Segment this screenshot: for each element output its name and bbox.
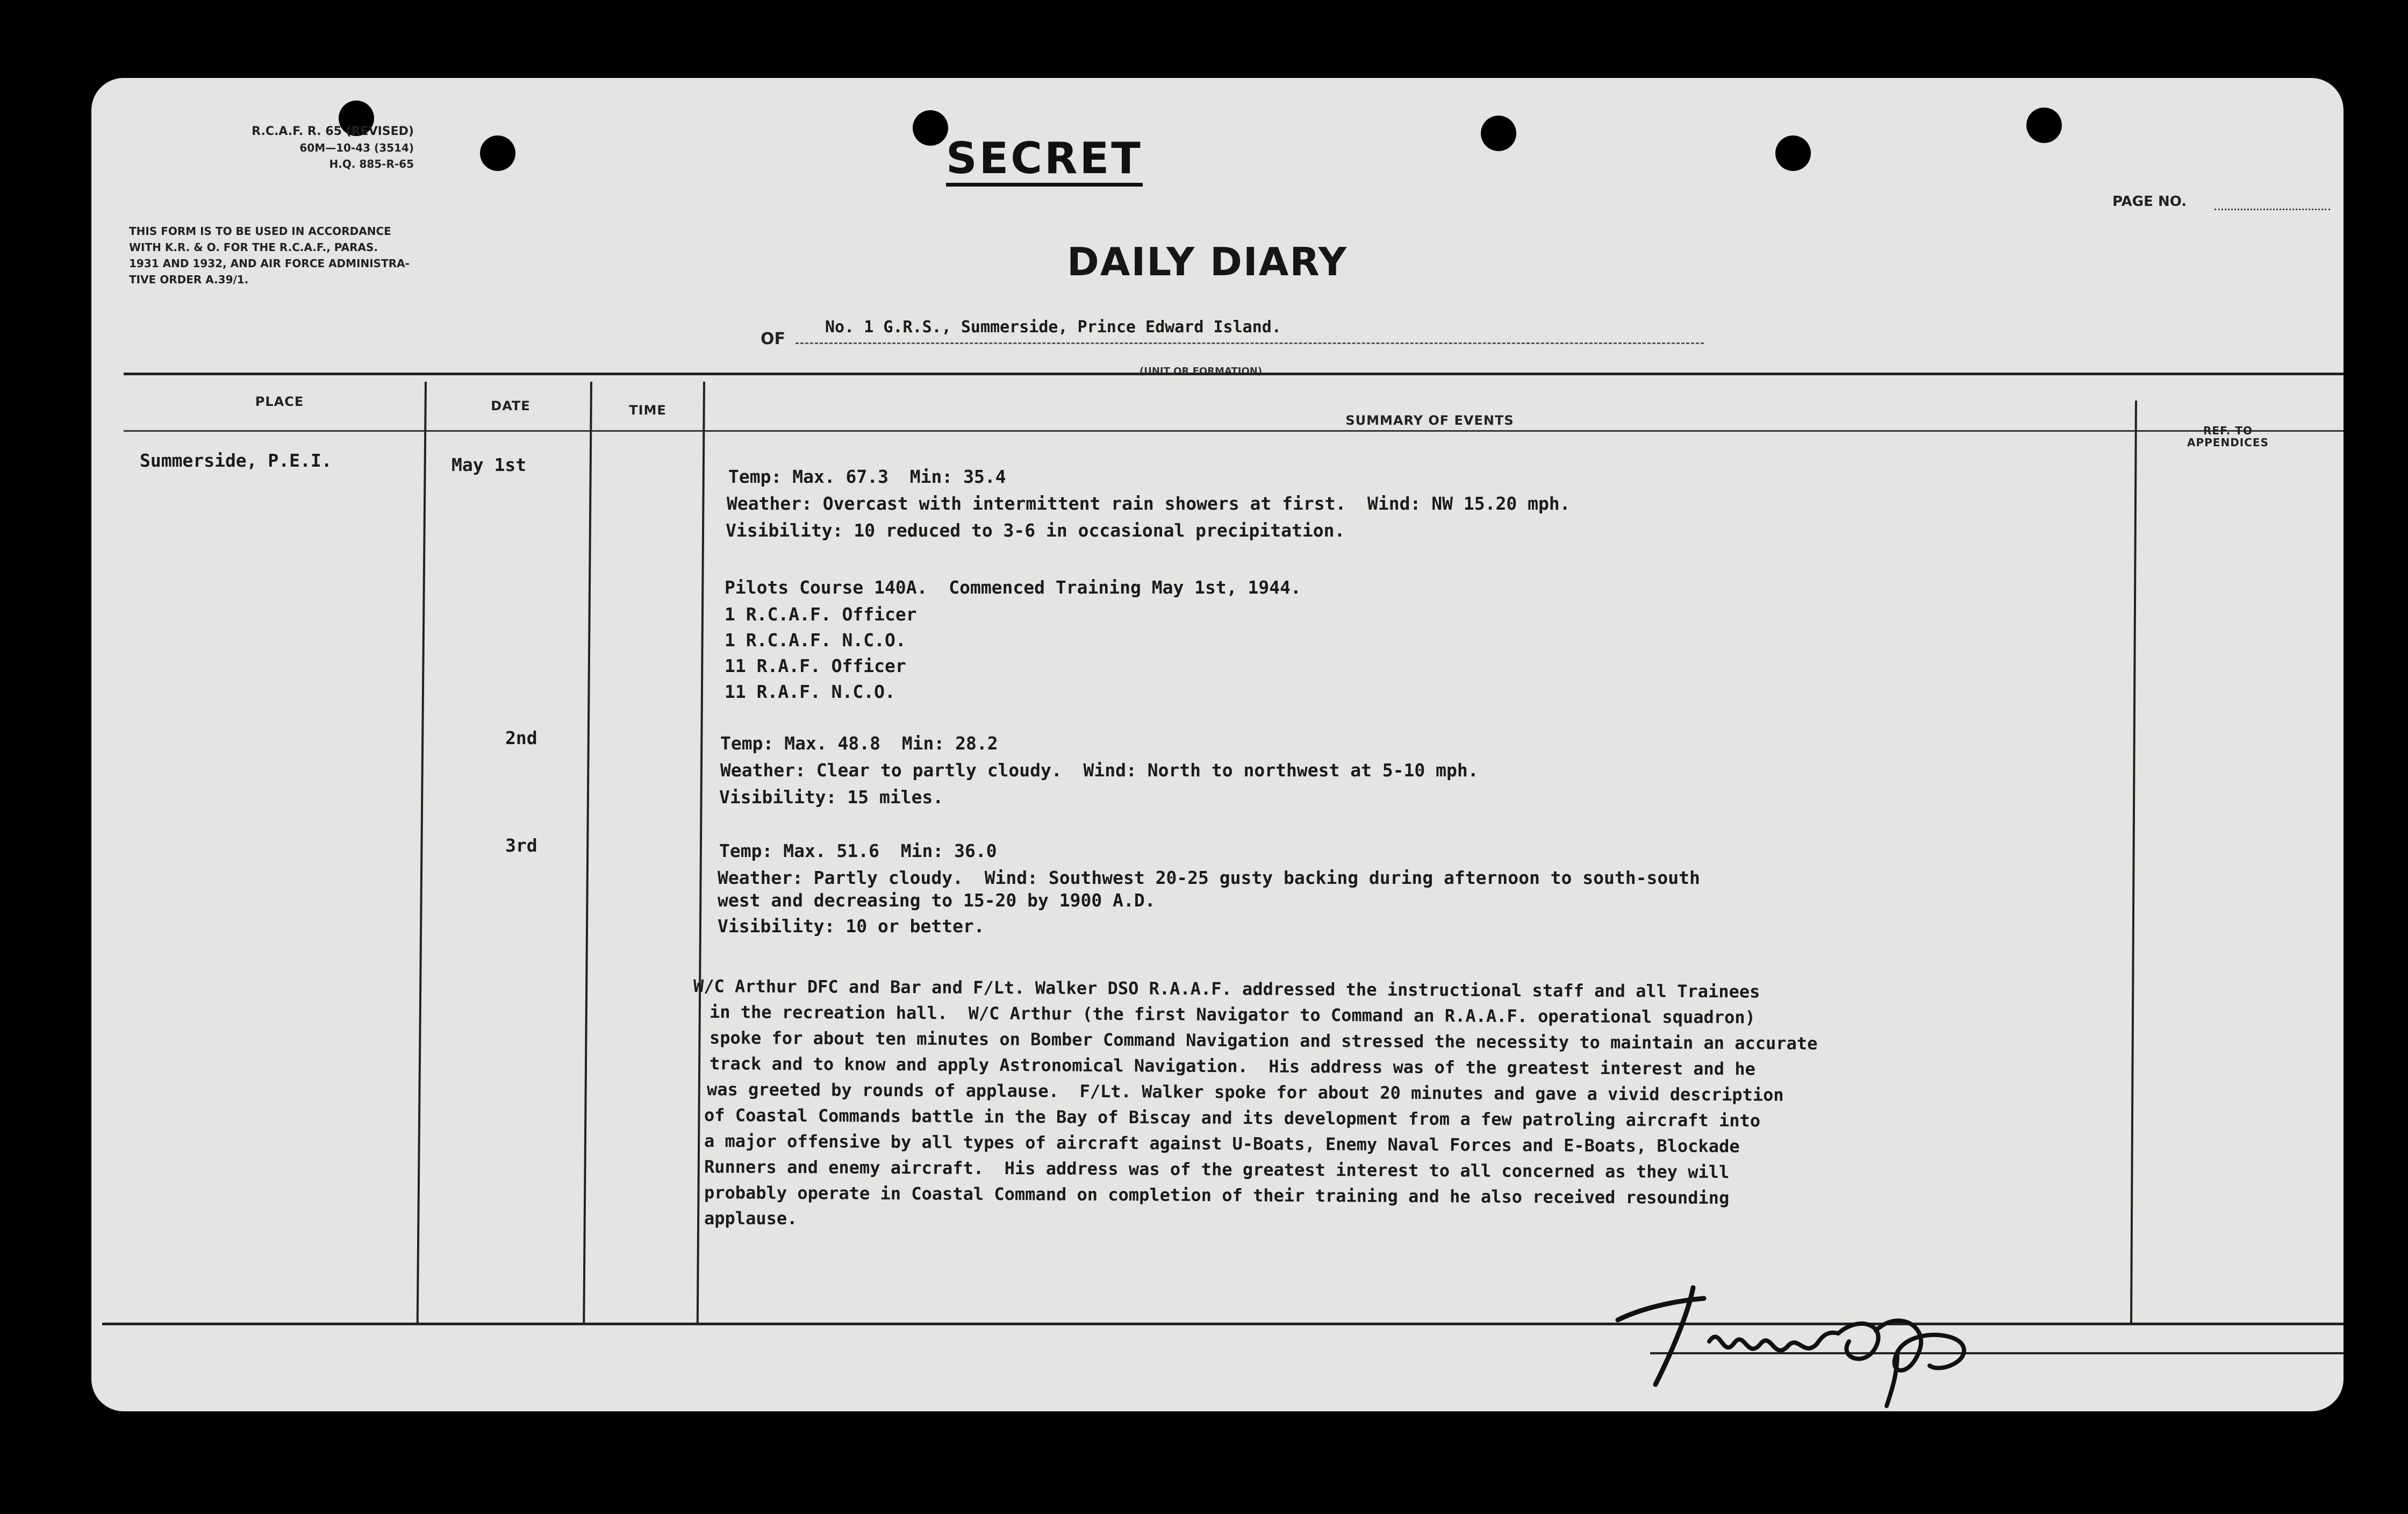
column-header-ref-line: APPENDICES	[2187, 436, 2269, 449]
summary-line: Visibility: 10 reduced to 3-6 in occasional precipitation.	[726, 520, 1345, 541]
form-code-line: 60M—10-43 (3514)	[299, 141, 414, 154]
form-title: DAILY DIARY	[1067, 239, 1348, 284]
column-divider	[417, 382, 427, 1323]
narrative-line: of Coastal Commands battle in the Bay of Biscay and its development from a few patroling aircraft into	[704, 1105, 1761, 1131]
instructions-line: 1931 AND 1932, AND AIR FORCE ADMINISTRA-	[129, 257, 410, 270]
narrative-line: was greeted by rounds of applause. F/Lt. Walker spoke for about 20 minutes and gave a vivid description	[706, 1079, 1784, 1105]
summary-line: 11 R.A.F. N.C.O.	[725, 681, 895, 702]
summary-line: Visibility: 15 miles.	[719, 787, 944, 808]
column-divider	[583, 382, 592, 1323]
form-code	[134, 124, 414, 172]
column-header-ref-line: REF. TO	[2203, 424, 2253, 437]
narrative-line: applause.	[704, 1208, 798, 1229]
summary-line: 1 R.C.A.F. N.C.O.	[725, 630, 906, 651]
narrative-line: probably operate in Coastal Command on completion of their training and he also received resounding	[704, 1182, 1730, 1208]
of-label: OF	[761, 330, 785, 348]
column-header-summary: SUMMARY OF EVENTS	[1345, 413, 1514, 428]
summary-line: Visibility: 10 or better.	[718, 916, 985, 937]
summary-line: Weather: Overcast with intermittent rain showers at first. Wind: NW 15.20 mph.	[727, 493, 1571, 514]
form-code-line: R.C.A.F. R. 65 (REVISED)	[252, 125, 414, 138]
header-rule	[124, 430, 2344, 432]
narrative-line: in the recreation hall. W/C Arthur (the first Navigator to Command an R.A.A.F. operational squadron)	[709, 1002, 1755, 1028]
summary-line: Pilots Course 140A. Commenced Training May 1st, 1944.	[725, 577, 1301, 598]
punch-hole	[913, 110, 948, 146]
entry-date: 3rd	[505, 835, 538, 856]
form-instructions	[129, 223, 570, 288]
classification-heading: SECRET	[946, 134, 1143, 187]
instructions-line: TIVE ORDER A.39/1.	[129, 273, 249, 286]
signature	[1607, 1250, 2145, 1411]
column-header-place: PLACE	[255, 394, 304, 409]
entry-date: 2nd	[505, 727, 538, 748]
narrative-line: spoke for about ten minutes on Bomber Command Navigation and stressed the necessity to maintain an accurate	[709, 1027, 1818, 1054]
summary-line: Weather: Partly cloudy. Wind: Southwest 20-25 gusty backing during afternoon to south-south	[718, 867, 1700, 888]
form-code-line: H.Q. 885-R-65	[329, 158, 414, 170]
column-divider	[2130, 401, 2137, 1323]
column-divider	[697, 382, 705, 1323]
table-top-rule	[124, 373, 2344, 375]
summary-line: Weather: Clear to partly cloudy. Wind: North to northwest at 5-10 mph.	[720, 760, 1479, 781]
punch-hole	[1481, 116, 1516, 151]
summary-line: west and decreasing to 15-20 by 1900 A.D.	[718, 890, 1156, 911]
summary-line: 11 R.A.F. Officer	[725, 655, 906, 676]
summary-line: Temp: Max. 67.3 Min: 35.4	[728, 466, 1006, 487]
punch-hole	[2026, 108, 2062, 143]
page-number-label: PAGE NO.	[2112, 194, 2187, 210]
narrative-line: W/C Arthur DFC and Bar and F/Lt. Walker DSO R.A.A.F. addressed the instructional staff and all Trainees	[693, 976, 1760, 1002]
unit-caption: (UNIT OR FORMATION)	[1140, 366, 1263, 377]
diary-card	[91, 78, 2344, 1411]
narrative-line: track and to know and apply Astronomical Navigation. His address was of the greatest interest and he	[709, 1053, 1755, 1080]
column-header-ref	[2147, 425, 2309, 448]
summary-line: 1 R.C.A.F. Officer	[725, 604, 917, 625]
summary-line: Temp: Max. 48.8 Min: 28.2	[720, 733, 998, 754]
instructions-line: WITH K.R. & O. FOR THE R.C.A.F., PARAS.	[129, 241, 378, 254]
narrative-line: Runners and enemy aircraft. His address was of the greatest interest to all concerned as they will	[704, 1156, 1730, 1182]
instructions-line: THIS FORM IS TO BE USED IN ACCORDANCE	[129, 225, 391, 238]
unit-name: No. 1 G.R.S., Summerside, Prince Edward Island.	[825, 318, 1281, 337]
column-header-date: DATE	[491, 398, 531, 413]
punch-hole	[1775, 135, 1811, 171]
entry-place: Summerside, P.E.I.	[140, 450, 332, 471]
summary-line: Temp: Max. 51.6 Min: 36.0	[719, 840, 997, 861]
page-number-field	[2214, 209, 2330, 210]
entry-date: May 1st	[452, 454, 527, 475]
column-header-time: TIME	[629, 403, 666, 418]
narrative-line: a major offensive by all types of aircraft against U-Boats, Enemy Naval Forces and E-Boats, Blockade	[704, 1131, 1740, 1157]
punch-hole	[480, 135, 515, 171]
